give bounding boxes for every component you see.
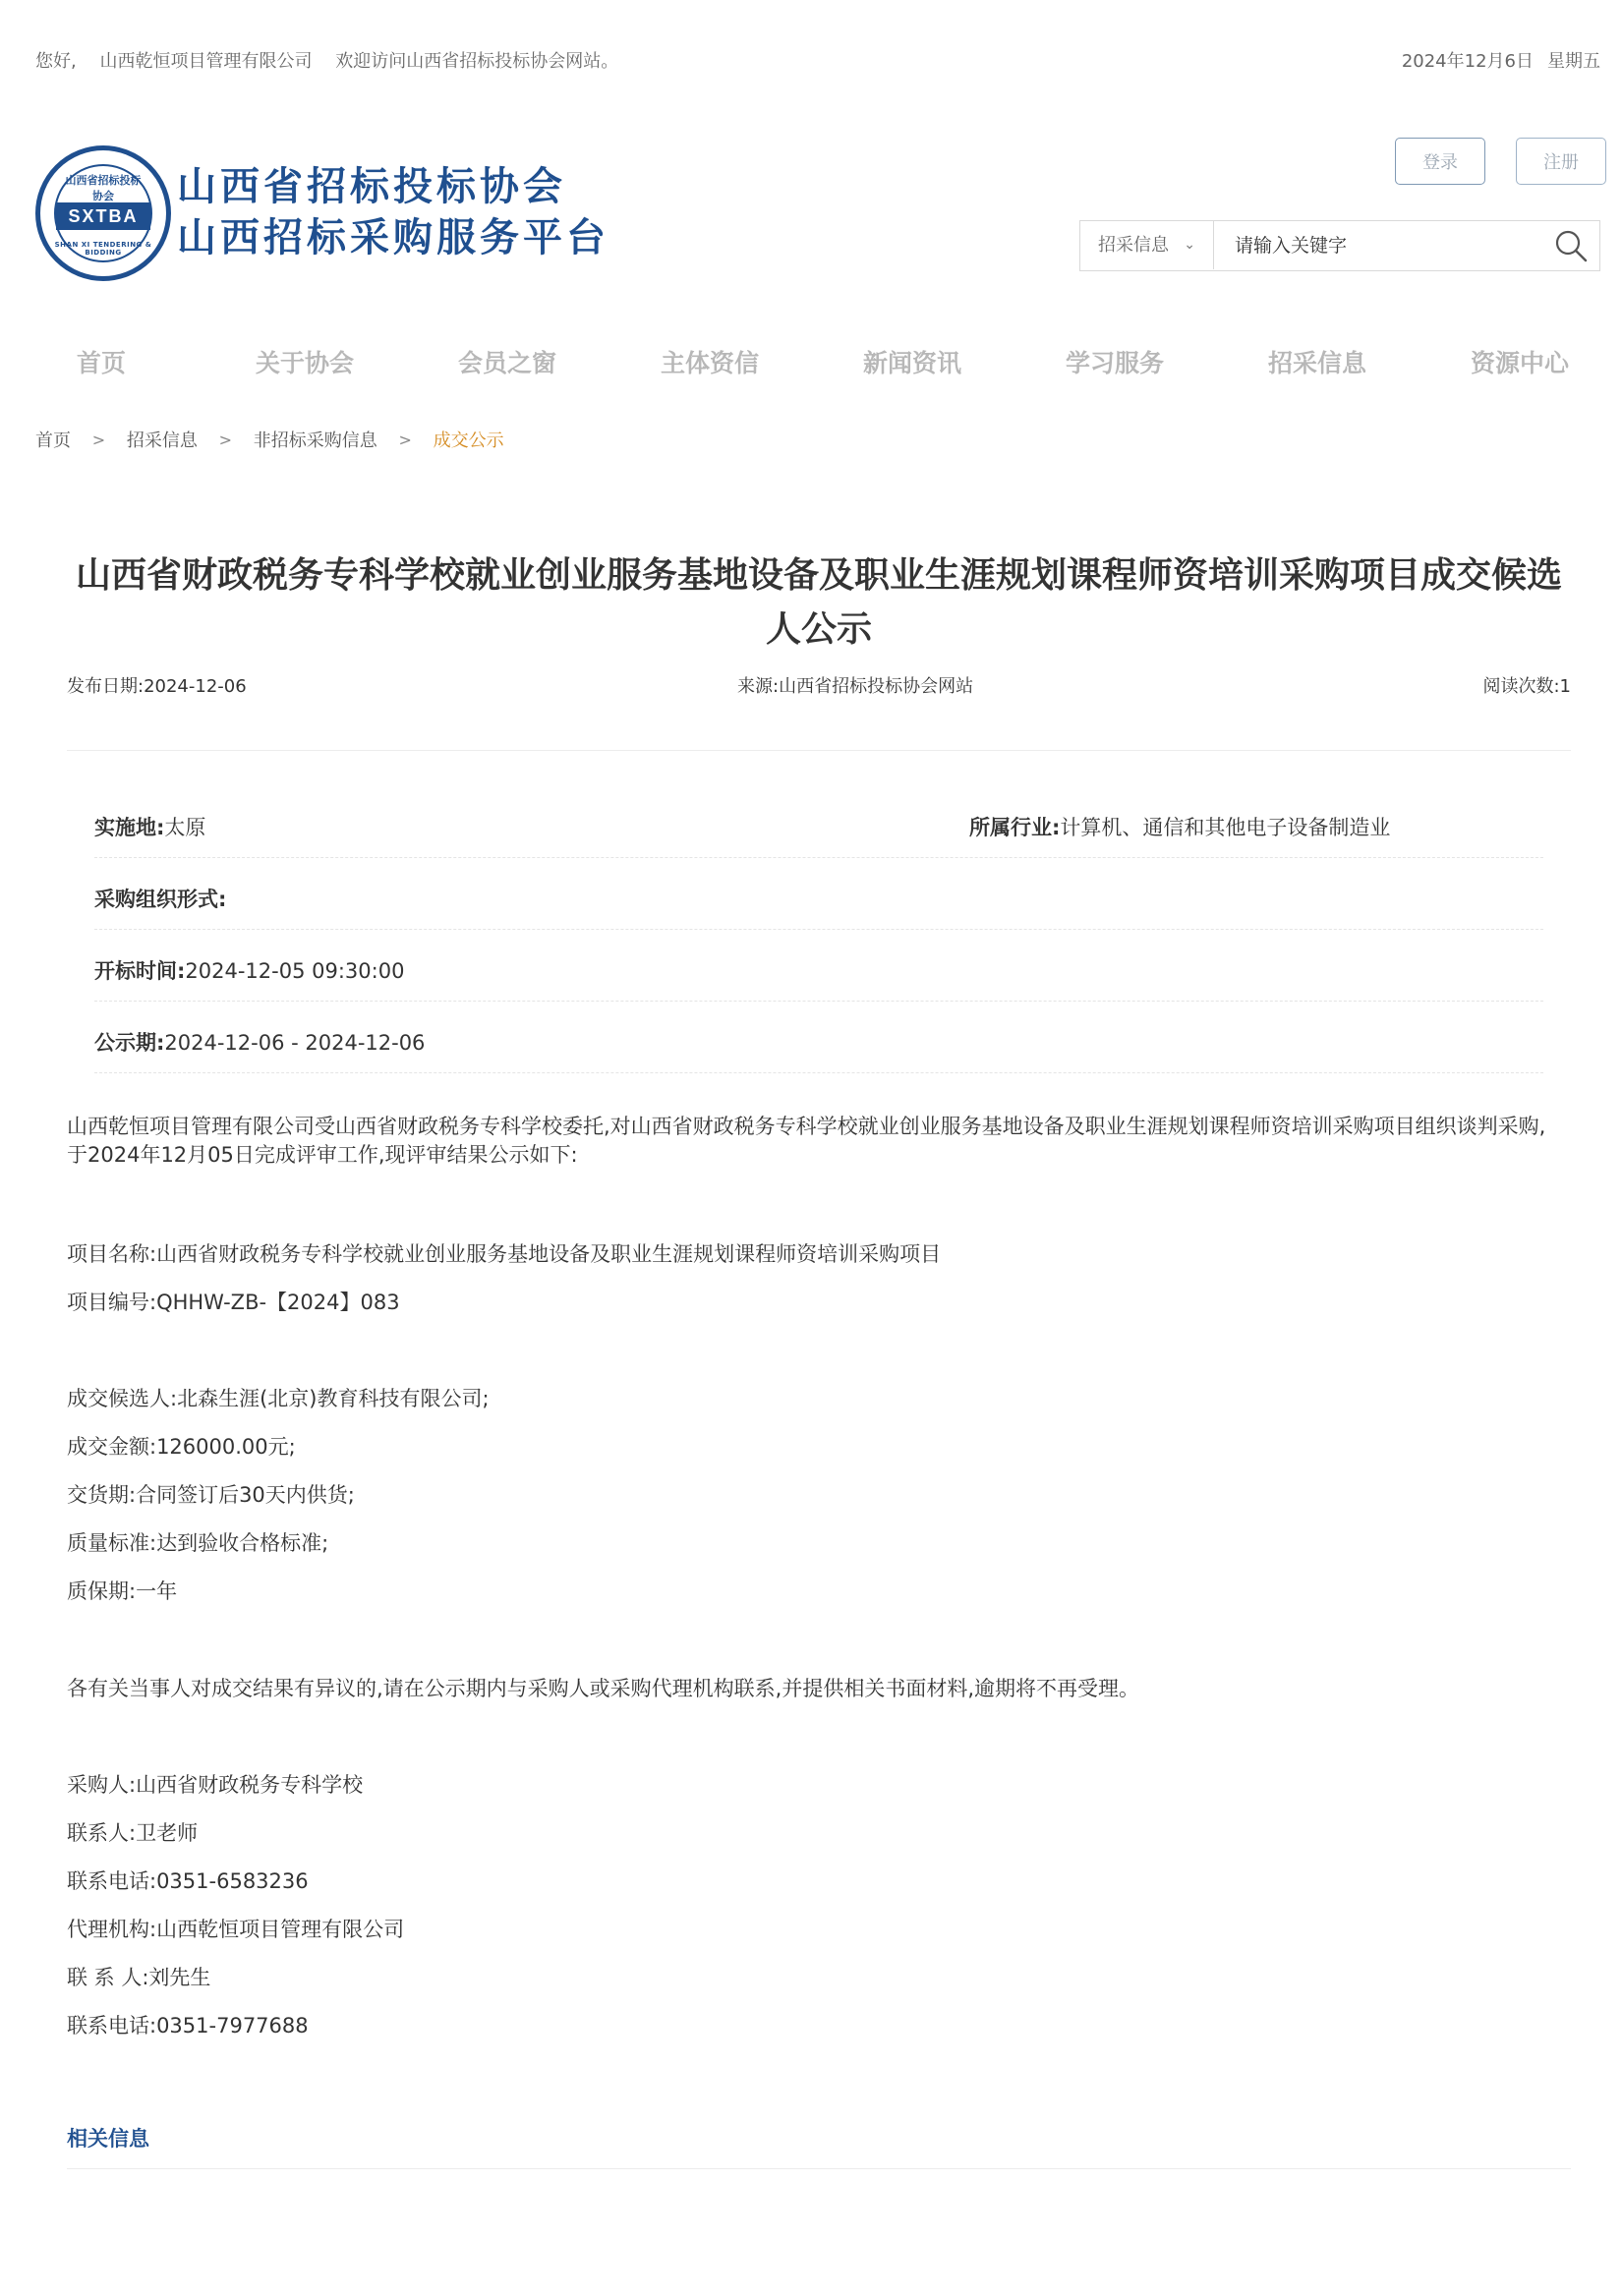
notice-period-label: 公示期: [94, 1031, 165, 1055]
related-info-heading[interactable]: 相关信息 [67, 2127, 149, 2151]
agency-phone: 联系电话:0351-7977688 [67, 2014, 309, 2038]
breadcrumb-home[interactable]: 首页 [35, 430, 71, 451]
search-category-label: 招采信息 [1098, 235, 1169, 256]
notice-period-value: 2024-12-06 - 2024-12-06 [164, 1031, 426, 1055]
warranty-period: 质保期:一年 [67, 1579, 178, 1603]
greeting: 您好, [35, 51, 77, 72]
search-category-select[interactable] [1080, 221, 1214, 269]
site-header [35, 138, 1600, 295]
info-row [94, 786, 1543, 858]
page-title: 山西省财政税务专科学校就业创业服务基地设备及职业生涯规划课程师资培训采购项目成交候选人公示 [75, 555, 1562, 650]
nav-item-procurement[interactable]: 招采信息 [1268, 349, 1367, 377]
current-weekday: 星期五 [1547, 51, 1600, 72]
article-meta [67, 672, 1571, 700]
view-count [1482, 672, 1571, 698]
breadcrumb [35, 427, 504, 454]
location-field [94, 812, 205, 841]
notice-period-field [94, 1027, 425, 1057]
project-number: 项目编号:QHHW-ZB-【2024】083 [67, 1291, 400, 1314]
search-bar [1079, 220, 1600, 271]
article-source [737, 672, 973, 698]
breadcrumb-current[interactable]: 成交公示 [433, 430, 504, 451]
nav-item-members[interactable]: 会员之窗 [458, 349, 557, 377]
association-seal-icon [35, 145, 171, 281]
info-row [94, 1002, 1543, 1073]
publish-date [67, 672, 247, 698]
logo-title [177, 161, 609, 263]
related-divider [67, 2168, 1571, 2169]
chevron-right-icon: > [398, 430, 412, 449]
industry-label: 所属行业: [969, 816, 1061, 839]
org-form-label: 采购组织形式: [94, 888, 227, 911]
nav-item-about[interactable]: 关于协会 [256, 349, 355, 377]
info-row [94, 930, 1543, 1002]
main-nav [35, 344, 1600, 387]
publish-date-value: 2024-12-06 [144, 676, 247, 697]
publish-date-label: 发布日期: [67, 676, 145, 697]
winning-amount: 成交金额:126000.00元; [67, 1435, 296, 1459]
view-count-value: 1 [1559, 676, 1571, 697]
top-bar [35, 47, 1600, 77]
project-name: 项目名称:山西省财政税务专科学校就业创业服务基地设备及职业生涯规划课程师资培训采购项目 [67, 1242, 942, 1266]
info-row [94, 858, 1543, 930]
nav-item-news[interactable]: 新闻资讯 [863, 349, 962, 377]
auth-buttons [1384, 138, 1600, 185]
logo-line-2: 山西招标采购服务平台 [177, 215, 609, 260]
chevron-down-icon: ⌄ [1184, 237, 1195, 253]
open-time-value: 2024-12-05 09:30:00 [185, 959, 405, 983]
objection-notice: 各有关当事人对成交结果有异议的,请在公示期内与采购人或采购代理机构联系,并提供相关书面材料,逾期将不再受理。 [67, 1677, 1140, 1700]
purchaser: 采购人:山西省财政税务专科学校 [67, 1773, 364, 1797]
source-label: 来源: [737, 676, 780, 697]
user-company: 山西乾恒项目管理有限公司 [99, 51, 313, 72]
purchaser-contact: 联系人:卫老师 [67, 1821, 199, 1845]
seal-bottom-text: SHAN XI TENDERING & BIDDING [54, 241, 152, 257]
winning-candidate: 成交候选人:北森生涯(北京)教育科技有限公司; [67, 1387, 490, 1410]
search-icon[interactable] [1554, 229, 1588, 262]
welcome-text [35, 47, 636, 73]
chevron-right-icon: > [91, 430, 106, 449]
site-logo[interactable] [35, 145, 609, 283]
project-info-box [94, 786, 1543, 1073]
nav-item-home[interactable]: 首页 [77, 349, 127, 377]
open-time-label: 开标时间: [94, 959, 186, 983]
current-date: 2024年12月6日 [1401, 51, 1534, 72]
login-button[interactable]: 登录 [1395, 138, 1485, 185]
purchaser-phone: 联系电话:0351-6583236 [67, 1869, 309, 1893]
agency: 代理机构:山西乾恒项目管理有限公司 [67, 1918, 405, 1941]
search-input[interactable] [1215, 221, 1539, 269]
nav-item-resources[interactable]: 资源中心 [1471, 349, 1570, 377]
title-divider [67, 750, 1571, 751]
view-count-label: 阅读次数: [1482, 676, 1560, 697]
seal-top-text: 山西省招标投标协会 [65, 174, 142, 202]
register-button[interactable]: 注册 [1516, 138, 1606, 185]
location-label: 实施地: [94, 816, 165, 839]
article-body [67, 1113, 1561, 1170]
nav-item-learning[interactable]: 学习服务 [1066, 349, 1165, 377]
org-form-field [94, 884, 226, 913]
quality-standard: 质量标准:达到验收合格标准; [67, 1531, 329, 1555]
intro-paragraph: 山西乾恒项目管理有限公司受山西省财政税务专科学校委托,对山西省财政税务专科学校就业创业服务基地设备及职业生涯规划课程师资培训采购项目组织谈判采购,于2024年12月05日完成评审工作,现评审结果公示如下: [67, 1115, 1546, 1167]
breadcrumb-non-tender[interactable]: 非招标采购信息 [253, 430, 377, 451]
source-value: 山西省招标投标协会网站 [779, 676, 974, 697]
date-display [1388, 47, 1600, 73]
location-value: 太原 [164, 816, 206, 839]
chevron-right-icon: > [218, 430, 233, 449]
open-time-field [94, 955, 404, 985]
seal-badge: SXTBA [56, 202, 150, 230]
logo-line-1: 山西省招标投标协会 [177, 164, 566, 209]
nav-item-credit[interactable]: 主体资信 [661, 349, 760, 377]
agency-contact: 联 系 人:刘先生 [67, 1966, 211, 1989]
welcome-message: 欢迎访问山西省招标投标协会网站。 [335, 51, 619, 72]
breadcrumb-procurement[interactable]: 招采信息 [126, 430, 198, 451]
industry-field [969, 812, 1390, 841]
delivery-period: 交货期:合同签订后30天内供货; [67, 1483, 355, 1507]
industry-value: 计算机、通信和其他电子设备制造业 [1060, 816, 1391, 839]
